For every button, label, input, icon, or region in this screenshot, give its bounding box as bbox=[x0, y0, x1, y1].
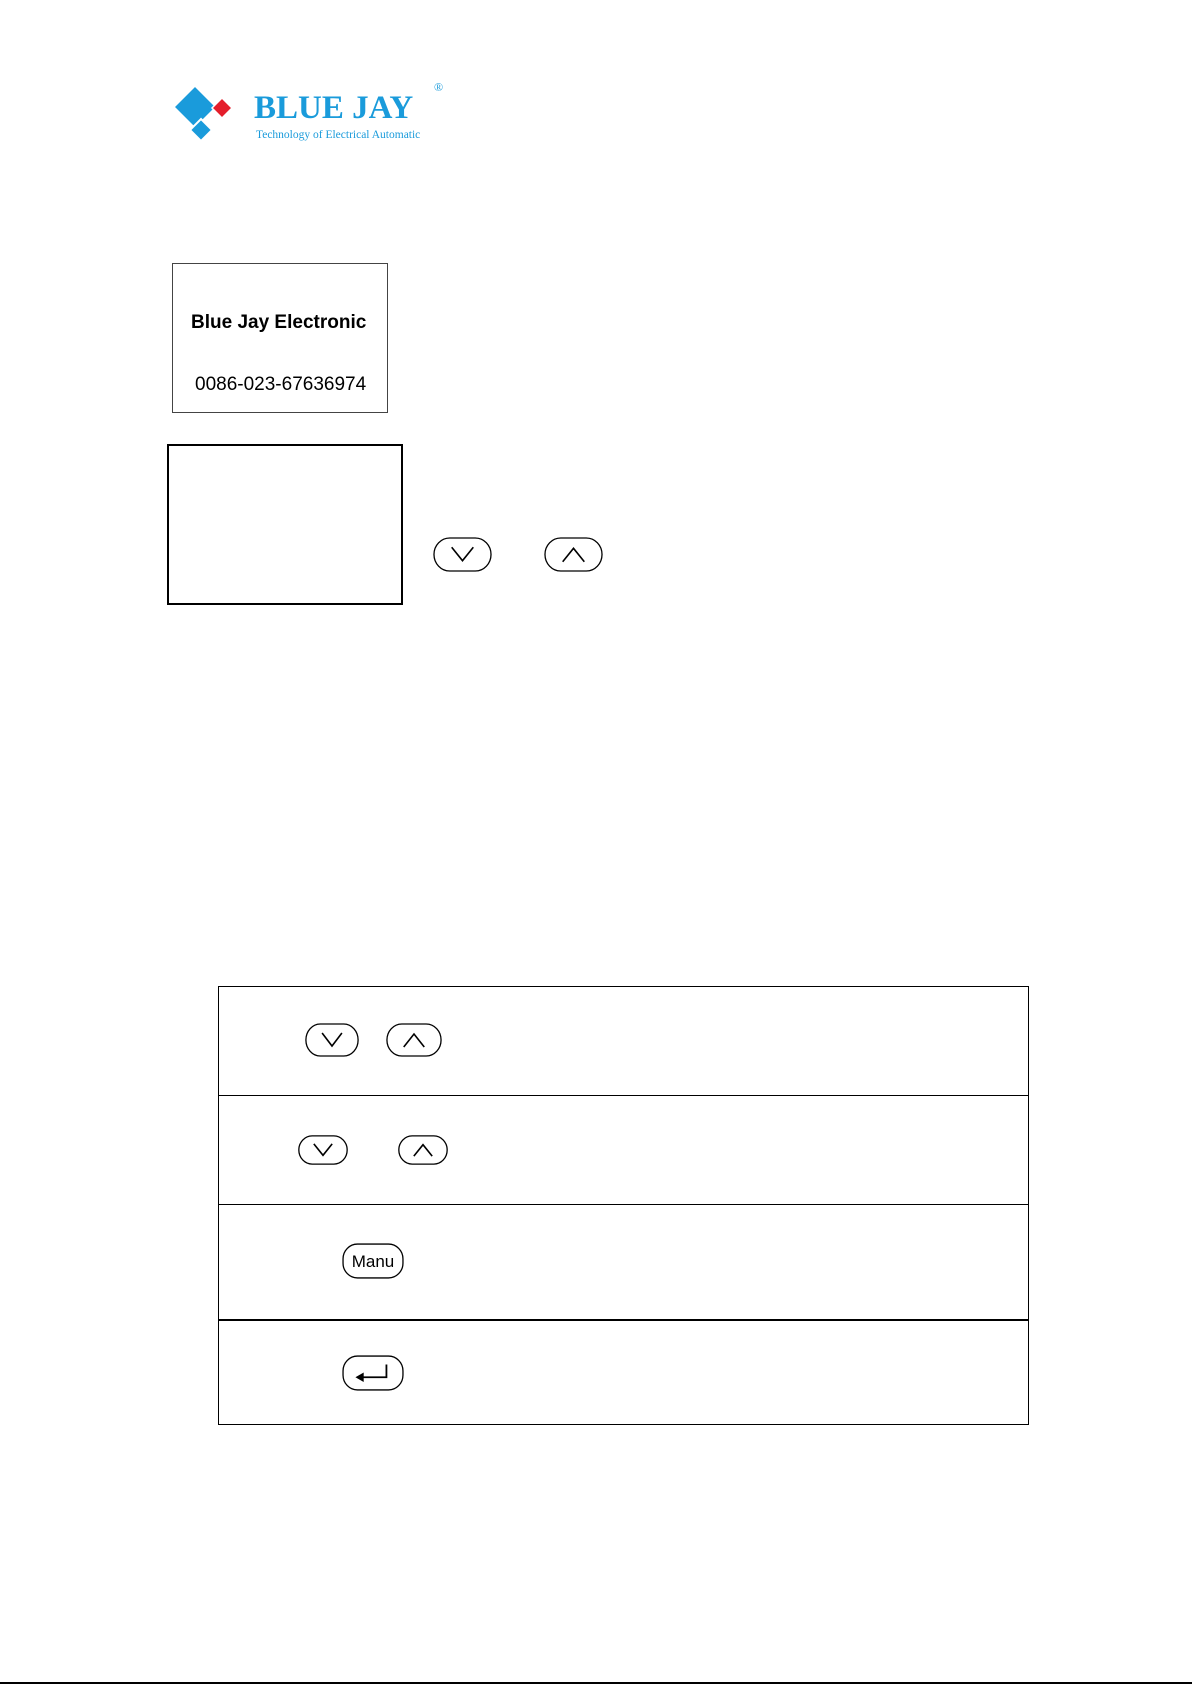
phone-number: 0086-023-67636974 bbox=[195, 374, 367, 395]
enter-key bbox=[342, 1355, 404, 1391]
up-key bbox=[386, 1023, 442, 1057]
label-card bbox=[172, 263, 388, 413]
manu-key-label: Manu bbox=[351, 1251, 395, 1271]
logo-brand-name: BLUE JAY bbox=[254, 90, 414, 126]
company-name: Blue Jay Electronic bbox=[191, 312, 367, 333]
blue-jay-logo-icon bbox=[172, 84, 238, 146]
table-row bbox=[219, 1319, 1028, 1424]
table-row bbox=[219, 1204, 1028, 1319]
enter-icon bbox=[342, 1355, 404, 1391]
up-key bbox=[398, 1135, 448, 1165]
registered-mark: ® bbox=[434, 80, 444, 94]
chevron-down-icon bbox=[305, 1023, 359, 1057]
table-row bbox=[219, 987, 1028, 1095]
down-key bbox=[298, 1135, 348, 1165]
logo-tagline: Technology of Electrical Automatic bbox=[256, 129, 421, 141]
manu-key bbox=[342, 1243, 404, 1279]
chevron-up-icon bbox=[544, 537, 603, 572]
up-key bbox=[544, 537, 603, 572]
chevron-up-icon bbox=[398, 1135, 448, 1165]
key-table bbox=[218, 986, 1029, 1425]
display-panel bbox=[167, 444, 403, 605]
down-key bbox=[305, 1023, 359, 1057]
chevron-down-icon bbox=[433, 537, 492, 572]
chevron-down-icon bbox=[298, 1135, 348, 1165]
chevron-up-icon bbox=[386, 1023, 442, 1057]
table-row bbox=[219, 1095, 1028, 1204]
footer-rule bbox=[0, 1682, 1192, 1684]
down-key bbox=[433, 537, 492, 572]
